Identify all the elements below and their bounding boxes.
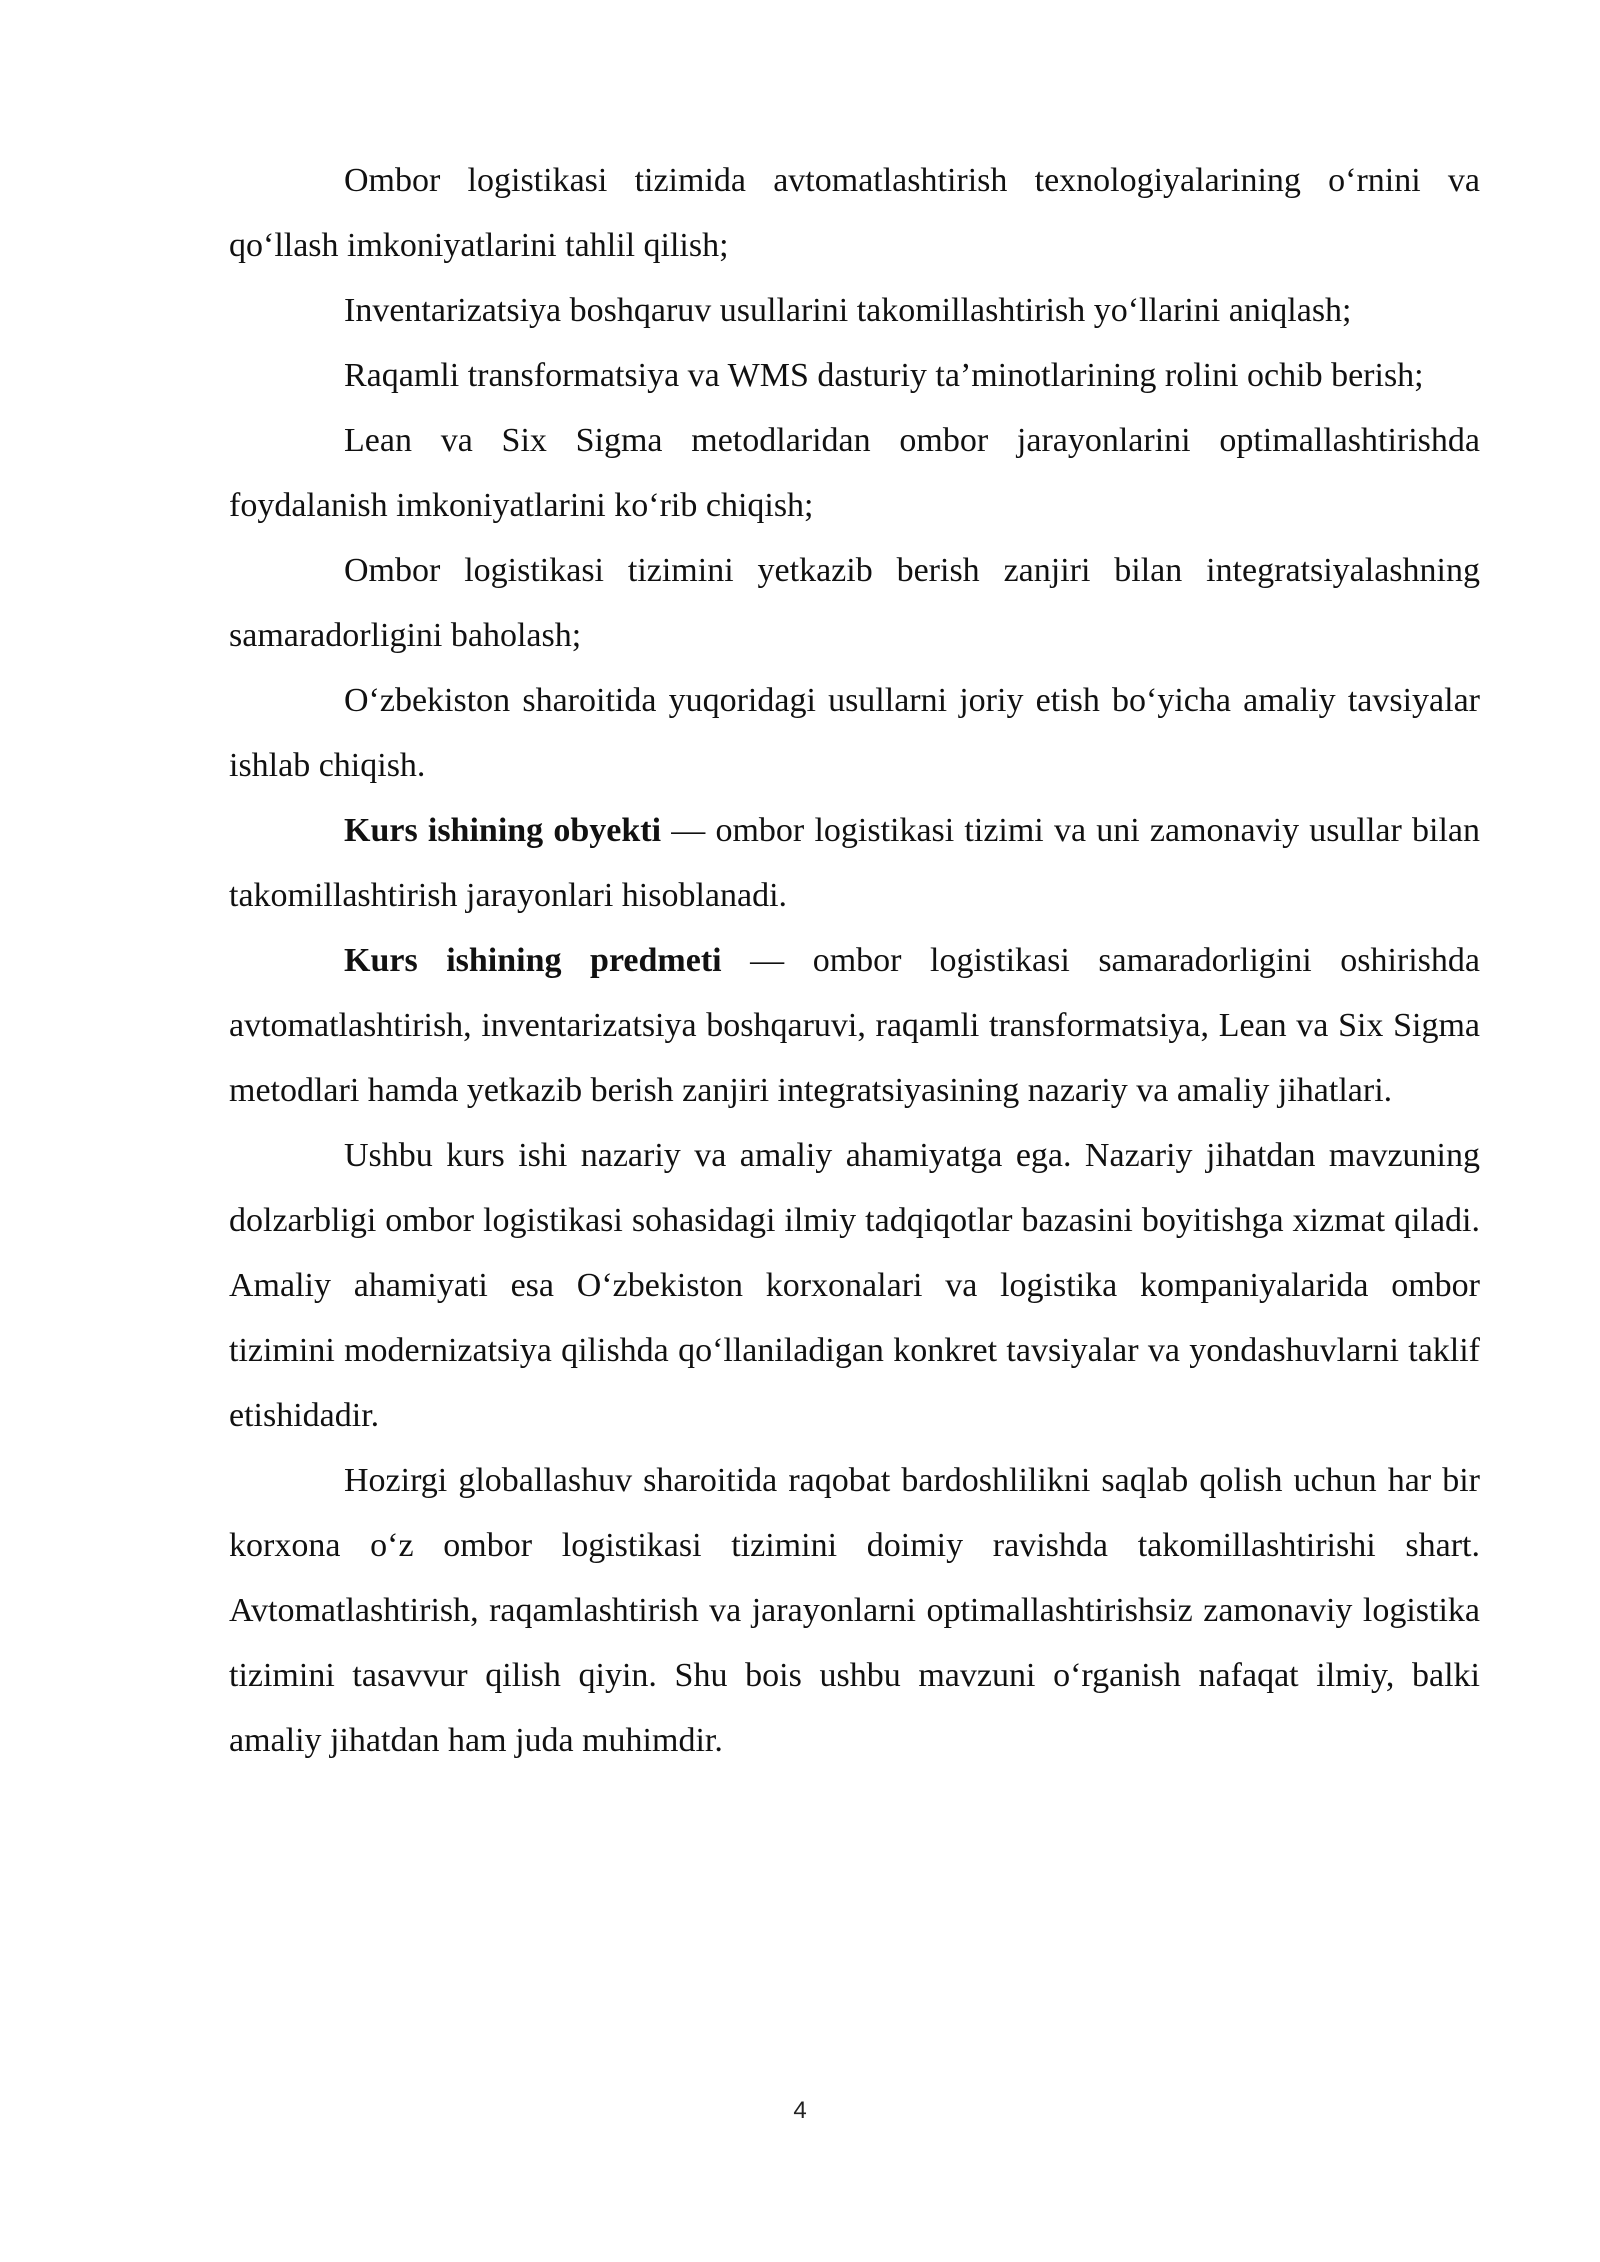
subject-definition: — ombor logistikasi samaradorligini oshirishda avtomatlashtirish, inventarizatsiya boshqaruvi, raqamli transformatsiya, Lean va Six Sigma metodlari hamda yetkazib berish zanjiri integratsiyasining nazariy va amaliy jihatlari. [229,942,1481,1109]
page-number: 4 [793,2097,807,2124]
paragraph-2 [229,278,1480,343]
paragraph-6 [229,668,1480,798]
paragraph-4 [229,408,1480,538]
paragraph-conclusion [229,1448,1480,1773]
paragraph-6-text: O‘zbekiston sharoitida yuqoridagi usullarni joriy etish bo‘yicha amaliy tavsiyalar ishlab chiqish. [229,682,1480,784]
object-term: Kurs ishining obyekti [344,812,662,849]
paragraph-3-text: Raqamli transformatsiya va WMS dasturiy ta’minotlarining rolini ochib berish; [344,357,1424,394]
paragraph-1-text: Ombor logistikasi tizimida avtomatlashtirish texnologiyalarining o‘rnini va qo‘llash imkoniyatlarini tahlil qilish; [229,162,1480,264]
paragraph-3 [229,343,1480,408]
paragraph-5-text: Ombor logistikasi tizimini yetkazib berish zanjiri bilan integratsiyalashning samaradorligini baholash; [229,552,1480,654]
paragraph-conclusion-text: Hozirgi globallashuv sharoitida raqobat bardoshlilikni saqlab qolish uchun har bir korxona o‘z ombor logistikasi tizimini doimiy ravishda takomillashtirishi shart. Avtomatlashtirish, raqamlashtirish va jarayonlarni optimallashtirishsiz zamonaviy logistika tizimini tasavvur qilish qiyin. Shu bois ushbu mavzuni o‘rganish nafaqat ilmiy, balki amaliy jihatdan ham juda muhimdir. [229,1462,1480,1759]
paragraph-significance [229,1123,1480,1448]
paragraph-significance-text: Ushbu kurs ishi nazariy va amaliy ahamiyatga ega. Nazariy jihatdan mavzuning dolzarbligi ombor logistikasi sohasidagi ilmiy tadqiqotlar bazasini boyitishga xizmat qiladi. Amaliy ahamiyati esa O‘zbekiston korxonalari va logistika kompaniyalarida ombor tizimini modernizatsiya qilishda qo‘llaniladigan konkret tavsiyalar va yondashuvlarni taklif etishidadir. [229,1137,1480,1434]
paragraph-subject [229,928,1480,1123]
subject-term: Kurs ishining predmeti [344,942,722,979]
object-definition: — ombor logistikasi tizimi va uni zamonaviy usullar bilan takomillashtirish jarayonlari hisoblanadi. [229,812,1480,914]
paragraph-5 [229,538,1480,668]
paragraph-2-text: Inventarizatsiya boshqaruv usullarini takomillashtirish yo‘llarini aniqlash; [344,292,1352,329]
paragraph-1 [229,148,1480,278]
body-text [229,148,1480,1773]
paragraph-4-text: Lean va Six Sigma metodlaridan ombor jarayonlarini optimallashtirishda foydalanish imkoniyatlarini ko‘rib chiqish; [229,422,1480,524]
paragraph-object [229,798,1480,928]
